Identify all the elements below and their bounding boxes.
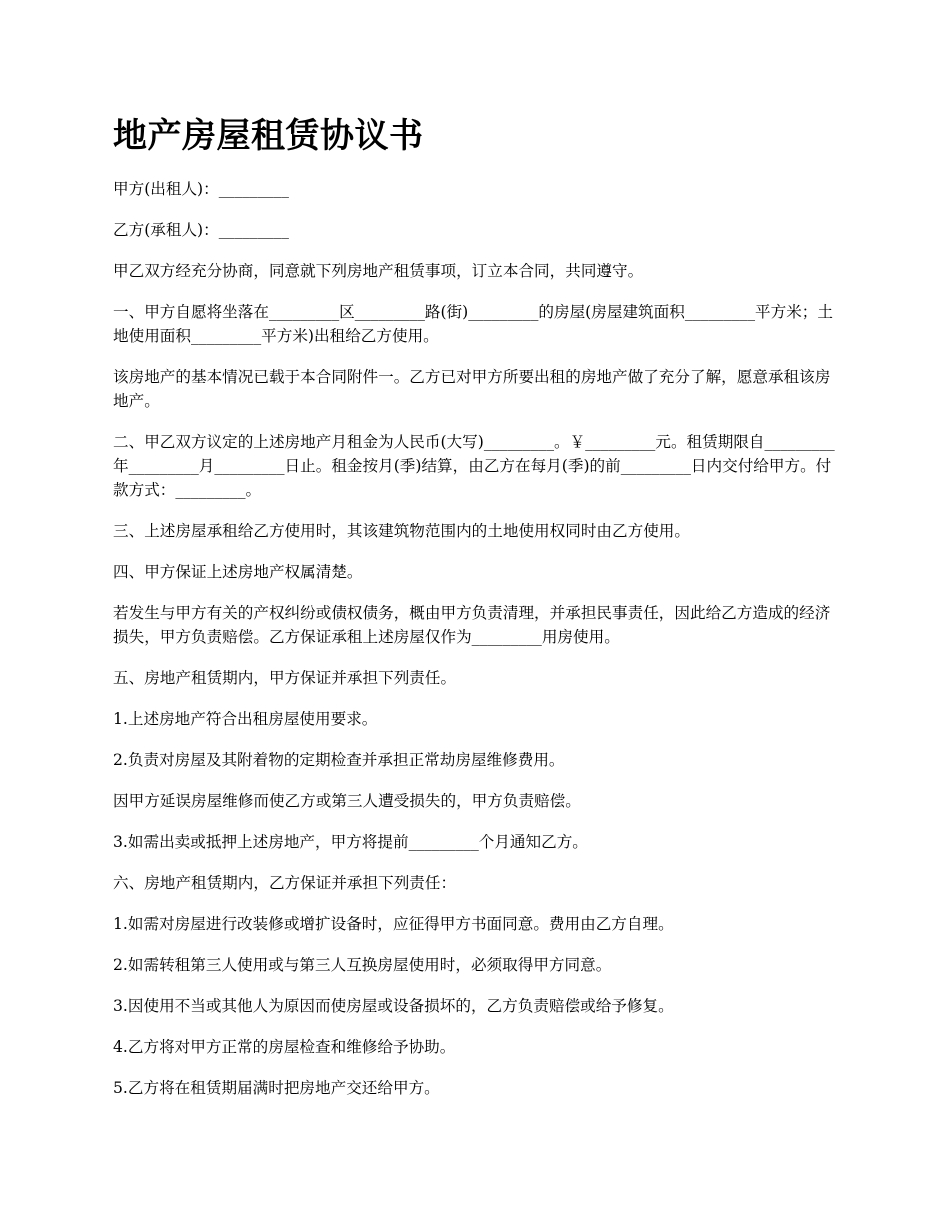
clause-1-paragraph: 一、甲方自愿将坐落在_________区_________路(街)_________的房屋(房屋建筑面积_________平方米；土地使用面积_________平方米)出租给乙方使用。 (113, 303, 833, 345)
party-a-line: 甲方(出租人)：_________ (113, 180, 289, 198)
clause-2-paragraph: 二、甲乙双方议定的上述房地产月租金为人民币(大写)_________。￥_________元。租赁期限自_________年_________月_________日止。租金按月(季)结算，由乙方在每月(季)的前_________日内交付给甲方。付款方式：_________。 (113, 433, 835, 499)
party-b-line: 乙方(承租人)：_________ (113, 221, 289, 239)
clause-6-item-3: 3.因使用不当或其他人为原因而使房屋或设备损坏的，乙方负责赔偿或给予修复。 (113, 997, 674, 1015)
clause-3-paragraph: 三、上述房屋承租给乙方使用时，其该建筑物范围内的土地使用权同时由乙方使用。 (113, 522, 690, 540)
clause-5-item-1: 1.上述房地产符合出租房屋使用要求。 (113, 710, 378, 728)
clause-5-item-3: 3.如需出卖或抵押上述房地产，甲方将提前_________个月通知乙方。 (113, 833, 588, 851)
clause-5-note: 因甲方延误房屋维修而使乙方或第三人遭受损失的，甲方负责赔偿。 (113, 792, 581, 810)
clause-6-item-4: 4.乙方将对甲方正常的房屋检查和维修给予协助。 (113, 1038, 456, 1056)
document-page (113, 112, 843, 1117)
clause-6-item-1: 1.如需对房屋进行改装修或增扩设备时，应征得甲方书面同意。费用由乙方自理。 (113, 915, 674, 933)
clause-5-heading: 五、房地产租赁期内，甲方保证并承担下列责任。 (113, 669, 457, 687)
document-title: 地产房屋租赁协议书 (113, 116, 424, 156)
clause-6-item-2: 2.如需转租第三人使用或与第三人互换房屋使用时，必须取得甲方同意。 (113, 956, 612, 974)
preamble-paragraph: 甲乙双方经充分协商，同意就下列房地产租赁事项，订立本合同，共同遵守。 (113, 262, 644, 280)
clause-4-paragraph: 四、甲方保证上述房地产权属清楚。 (113, 563, 363, 581)
clause-5-item-2: 2.负责对房屋及其附着物的定期检查并承担正常劫房屋维修费用。 (113, 751, 565, 769)
property-info-paragraph: 该房地产的基本情况已载于本合同附件一。乙方已对甲方所要出租的房地产做了充分了解，愿意承租该房地产。 (113, 368, 831, 410)
dispute-paragraph: 若发生与甲方有关的产权纠纷或债权债务，概由甲方负责清理，并承担民事责任，因此给乙方造成的经济损失，甲方负责赔偿。乙方保证承租上述房屋仅作为_________用房使用。 (113, 604, 831, 646)
clause-6-item-5: 5.乙方将在租赁期届满时把房地产交还给甲方。 (113, 1079, 440, 1097)
clause-6-heading: 六、房地产租赁期内，乙方保证并承担下列责任： (113, 874, 457, 892)
